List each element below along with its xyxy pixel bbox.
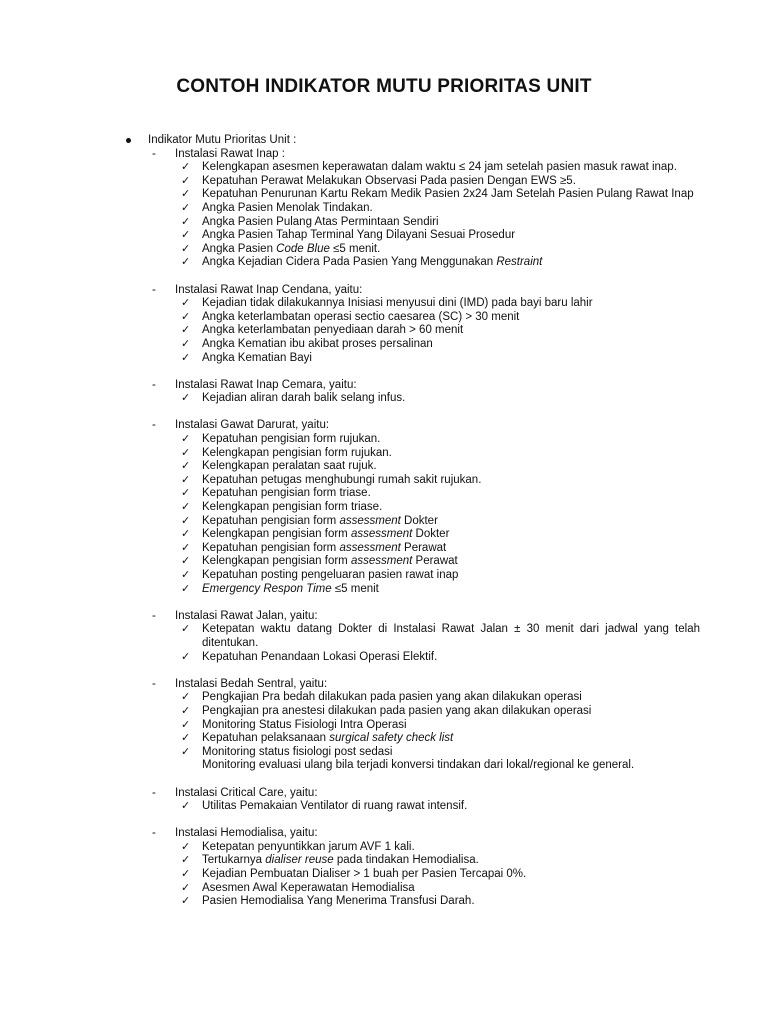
item-text: Pengkajian pra anestesi dilakukan pada pasien yang akan dilakukan operasi — [202, 704, 592, 717]
checkmark-icon: ✓ — [181, 514, 191, 527]
item-text: Kelengkapan pengisian form triase. — [202, 501, 383, 514]
section-heading — [0, 787, 768, 801]
list-item — [0, 243, 700, 257]
section-heading — [0, 148, 768, 162]
item-text-italic: dialiser reuse — [265, 854, 334, 867]
checkmark-icon: ✓ — [181, 501, 191, 514]
dash-bullet-icon: - — [152, 677, 156, 690]
item-text: ≤5 menit — [331, 582, 379, 595]
list-item — [0, 583, 700, 597]
list-item — [0, 433, 700, 447]
item-text: Kelengkapan peralatan saat rujuk. — [202, 460, 377, 473]
item-text: Angka keterlambatan operasi sectio caesarea (SC) > 30 menit — [202, 310, 520, 323]
checkmark-icon: ✓ — [181, 718, 191, 731]
checkmark-icon: ✓ — [181, 745, 191, 758]
item-text: Perawat — [412, 555, 458, 568]
item-text-italic: Code Blue — [276, 242, 330, 255]
list-item — [0, 188, 700, 202]
section-heading — [0, 827, 768, 841]
checkmark-icon: ✓ — [181, 446, 191, 459]
checkmark-icon: ✓ — [181, 854, 191, 867]
item-text-italic: assessment — [339, 514, 401, 527]
section-heading — [0, 610, 768, 624]
item-text: Angka Pasien — [202, 242, 277, 255]
item-text: Kelengkapan pengisian form rujukan. — [202, 446, 392, 459]
list-item — [0, 841, 700, 855]
section-label: Instalasi Rawat Jalan, yaitu: — [175, 609, 318, 622]
checkmark-icon: ✓ — [181, 650, 191, 663]
list-item — [0, 528, 700, 542]
list-item — [0, 256, 700, 270]
item-text: Kepatuhan Penurunan Kartu Rekam Medik Pasien 2x24 Jam Setelah Pasien Pulang Rawat Inap — [202, 188, 694, 201]
checkmark-icon: ✓ — [181, 174, 191, 187]
dash-bullet-icon: - — [152, 786, 156, 799]
checkmark-icon: ✓ — [181, 691, 191, 704]
checkmark-icon: ✓ — [181, 881, 191, 894]
list-item — [0, 338, 700, 352]
checkmark-icon: ✓ — [181, 433, 191, 446]
section — [0, 678, 768, 773]
list-item — [0, 705, 700, 719]
checkmark-icon: ✓ — [181, 732, 191, 745]
item-text-italic: Emergency Respon Time — [202, 582, 332, 595]
item-text: Kejadian Pembuatan Dialiser > 1 buah per Pasien Tercapai 0%. — [202, 868, 527, 881]
list-item — [0, 868, 700, 882]
item-text: Asesmen Awal Keperawatan Hemodialisa — [202, 881, 415, 894]
item-text: Kepatuhan pengisian form — [202, 541, 340, 554]
list-item — [0, 352, 700, 366]
item-text: Angka Pasien Menolak Tindakan. — [202, 201, 373, 214]
item-text: Perawat — [400, 541, 447, 554]
checkmark-icon: ✓ — [181, 392, 191, 405]
checkmark-icon: ✓ — [181, 704, 191, 717]
item-text-italic: assessment — [350, 528, 413, 541]
checkmark-icon: ✓ — [181, 215, 191, 228]
section — [0, 787, 768, 814]
item-text: Monitoring Status Fisiologi Intra Operasi — [202, 718, 407, 731]
checkmark-icon: ✓ — [181, 297, 191, 310]
section — [0, 610, 768, 664]
checkmark-icon: ✓ — [181, 582, 191, 595]
item-text: ≤5 menit. — [329, 242, 381, 255]
list-item — [0, 324, 700, 338]
checkmark-icon: ✓ — [181, 310, 191, 323]
list-item — [0, 515, 700, 529]
list-item — [0, 392, 700, 406]
checkmark-icon: ✓ — [181, 242, 191, 255]
list-item — [0, 691, 700, 705]
section — [0, 148, 768, 270]
checkmark-icon: ✓ — [181, 188, 191, 201]
list-item — [0, 161, 700, 175]
section-label: Instalasi Rawat Inap : — [175, 147, 285, 160]
item-text: Pengkajian Pra bedah dilakukan pada pasien yang akan dilakukan operasi — [202, 691, 582, 704]
list-item — [0, 623, 700, 650]
item-text: Angka Kematian Bayi — [202, 351, 312, 364]
item-text-italic: surgical safety check list — [329, 732, 454, 745]
item-text: Kepatuhan posting pengeluaran pasien rawat inap — [202, 569, 459, 581]
item-text: Monitoring status fisiologi post sedasi — [202, 745, 393, 758]
continuation-text: Monitoring evaluasi ulang bila terjadi konversi tindakan dari lokal/regional ke general. — [202, 759, 635, 772]
section-list — [0, 148, 768, 909]
item-text: Pasien Hemodialisa Yang Menerima Transfusi Darah. — [202, 895, 475, 908]
list-item — [0, 882, 700, 896]
checkmark-icon: ✓ — [181, 324, 191, 337]
list-item — [0, 175, 700, 189]
checkmark-icon: ✓ — [181, 256, 191, 269]
dash-bullet-icon: - — [152, 609, 156, 622]
item-text: Ketepatan penyuntikkan jarum AVF 1 kali. — [202, 840, 415, 853]
checkmark-icon: ✓ — [181, 623, 191, 636]
item-text: Kepatuhan petugas menghubungi rumah sakit rujukan. — [202, 473, 482, 486]
dash-bullet-icon: - — [152, 419, 156, 432]
section — [0, 379, 768, 406]
item-text: pada tindakan Hemodialisa. — [333, 854, 479, 867]
checkmark-icon: ✓ — [181, 800, 191, 813]
list-item — [0, 501, 700, 515]
item-text: Kepatuhan pelaksanaan — [202, 732, 330, 745]
item-text: Tertukarnya — [202, 854, 266, 867]
checkmark-icon: ✓ — [181, 487, 191, 500]
item-text: Ketepatan waktu datang Dokter di Instalasi Rawat Jalan ± 30 menit dari jadwal yang telah ditentukan. — [202, 623, 700, 649]
list-item — [0, 297, 700, 311]
checkmark-icon: ✓ — [181, 541, 191, 554]
section — [0, 284, 768, 366]
list-item — [0, 447, 700, 461]
list-item — [0, 202, 700, 216]
item-text: Angka Kejadian Cidera Pada Pasien Yang Menggunakan — [202, 256, 497, 269]
checkmark-icon: ✓ — [181, 161, 191, 174]
list-item — [0, 895, 700, 909]
list-item — [0, 732, 700, 746]
dash-bullet-icon: - — [152, 147, 156, 160]
item-text: Kepatuhan Perawat Melakukan Observasi Pada pasien Dengan EWS ≥5. — [202, 174, 576, 187]
section-label: Instalasi Bedah Sentral, yaitu: — [175, 677, 328, 690]
section-label: Instalasi Hemodialisa, yaitu: — [175, 827, 318, 840]
bullet-dot-icon — [126, 138, 131, 143]
dash-bullet-icon: - — [152, 827, 156, 840]
checkmark-icon: ✓ — [181, 868, 191, 881]
checkmark-icon: ✓ — [181, 201, 191, 214]
list-item — [0, 311, 700, 325]
checkmark-icon: ✓ — [181, 895, 191, 908]
list-item — [0, 216, 700, 230]
item-text: Kepatuhan pengisian form triase. — [202, 487, 371, 500]
list-item — [0, 474, 700, 488]
item-text: Kejadian tidak dilakukannya Inisiasi menyusui dini (IMD) pada bayi baru lahir — [202, 297, 593, 310]
item-text: Dokter — [412, 528, 450, 541]
section-label: Instalasi Critical Care, yaitu: — [175, 786, 318, 799]
list-item — [0, 569, 700, 583]
list-item — [0, 719, 700, 733]
checkmark-icon: ✓ — [181, 473, 191, 486]
document-body — [0, 134, 768, 922]
page-title: CONTOH INDIKATOR MUTU PRIORITAS UNIT — [176, 76, 592, 97]
list-item — [0, 746, 700, 760]
item-text: Kelengkapan pengisian form — [202, 528, 351, 541]
item-text: Dokter — [400, 514, 438, 527]
root-label: Indikator Mutu Prioritas Unit : — [148, 134, 297, 146]
item-text: Angka Pasien Tahap Terminal Yang Dilayani Sesuai Prosedur — [202, 229, 516, 242]
checkmark-icon: ✓ — [181, 555, 191, 568]
section-label: Instalasi Gawat Darurat, yaitu: — [175, 419, 330, 432]
item-text: Kelengkapan pengisian form — [202, 555, 351, 568]
item-text-italic: Restraint — [496, 256, 543, 269]
item-text: Kepatuhan Penandaan Lokasi Operasi Elektif. — [202, 650, 438, 663]
list-item — [0, 854, 700, 868]
item-text: Kepatuhan pengisian form — [202, 514, 340, 527]
checkmark-icon: ✓ — [181, 569, 191, 581]
item-text: Angka Pasien Pulang Atas Permintaan Sendiri — [202, 215, 439, 228]
section-heading — [0, 419, 768, 433]
checkmark-icon: ✓ — [181, 528, 191, 541]
item-text: Kejadian aliran darah balik selang infus. — [202, 392, 406, 405]
list-item — [0, 651, 700, 665]
section-heading — [0, 284, 768, 298]
list-item — [0, 555, 700, 569]
section — [0, 827, 768, 909]
item-text: Utilitas Pemakaian Ventilator di ruang rawat intensif. — [202, 800, 468, 813]
checkmark-icon: ✓ — [181, 337, 191, 350]
item-text: Kelengkapan asesmen keperawatan dalam waktu ≤ 24 jam setelah pasien masuk rawat inap. — [202, 161, 677, 174]
item-text: Angka keterlambatan penyediaan darah > 60 menit — [202, 324, 464, 337]
list-item — [0, 460, 700, 474]
list-item — [0, 229, 700, 243]
item-text: Angka Kematian ibu akibat proses persalinan — [202, 337, 433, 350]
item-text: Kepatuhan pengisian form rujukan. — [202, 433, 381, 446]
checkmark-icon: ✓ — [181, 229, 191, 242]
root-bullet — [0, 134, 768, 148]
section — [0, 419, 768, 596]
item-text-italic: assessment — [350, 555, 413, 568]
list-item — [0, 487, 700, 501]
item-text-italic: assessment — [339, 541, 401, 554]
dash-bullet-icon: - — [152, 378, 156, 391]
section-heading — [0, 379, 768, 393]
list-item — [0, 800, 700, 814]
section-heading — [0, 678, 768, 692]
list-item — [0, 542, 700, 556]
checkmark-icon: ✓ — [181, 351, 191, 364]
dash-bullet-icon: - — [152, 283, 156, 296]
checkmark-icon: ✓ — [181, 840, 191, 853]
section-label: Instalasi Rawat Inap Cemara, yaitu: — [175, 378, 357, 391]
section-label: Instalasi Rawat Inap Cendana, yaitu: — [175, 283, 363, 296]
checkmark-icon: ✓ — [181, 460, 191, 473]
